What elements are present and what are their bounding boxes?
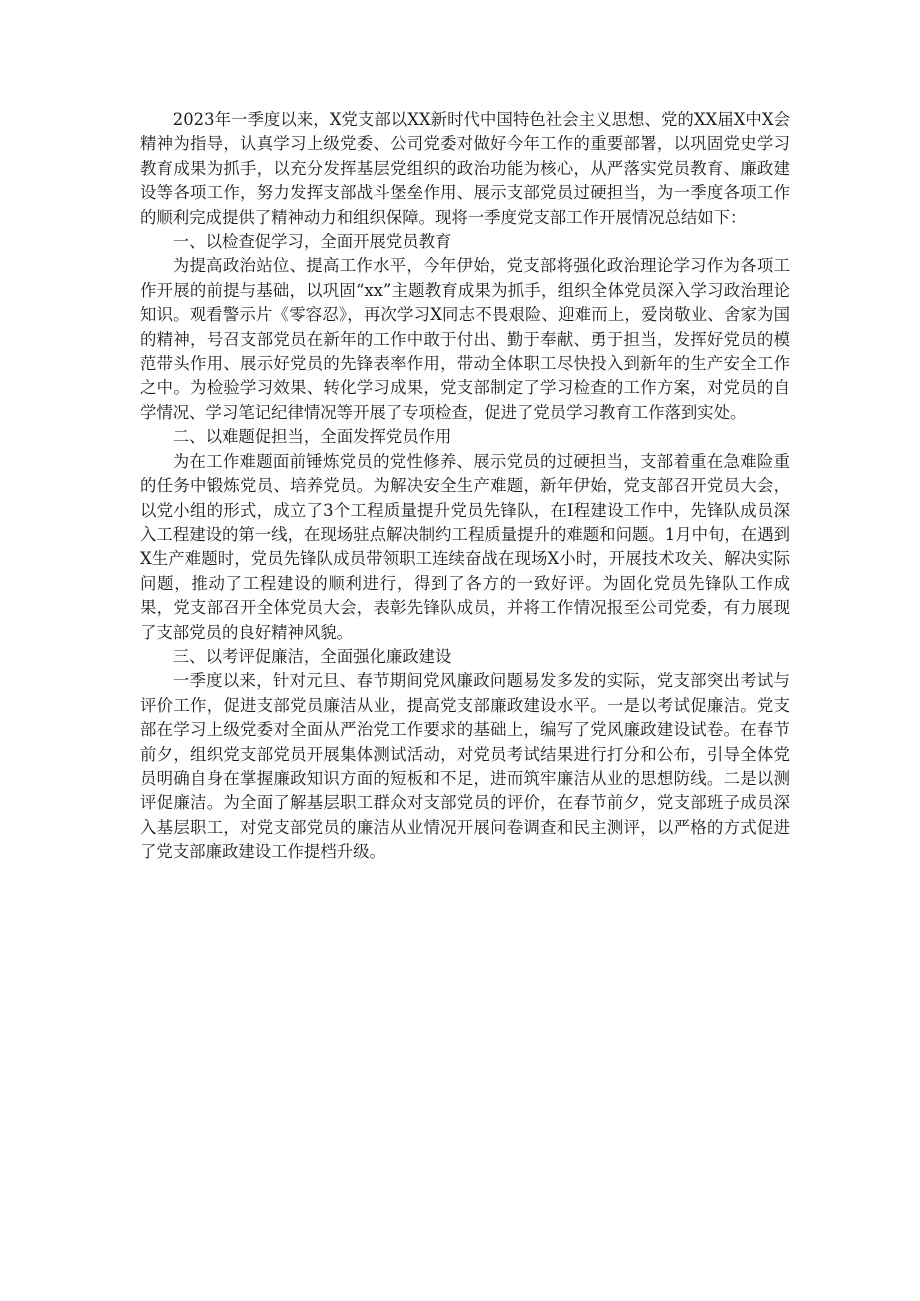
section-body-1: 为提高政治站位、提高工作水平，今年伊始，党支部将强化政治理论学习作为各项工作开展的前提与基础，以巩固“xx”主题教育成果为抓手，组织全体党员深入学习政治理论知识。观看警示片《零容忍》，再次学习X同志不畏艰险、迎难而上，爱岗敬业、舍家为国的精神，号召支部党员在新年的工作中敢于付出、勤于奉献、勇于担当，发挥好党员的模范带头作用、展示好党员的先锋表率作用，带动全体职工尽快投入到新年的生产安全工作之中。为检验学习效果、转化学习成果，党支部制定了学习检查的工作方案，对党员的自学情况、学习笔记纪律情况等开展了专项检查，促进了党员学习教育工作落到实处。 (140, 256, 790, 422)
intro-paragraph: 2023年一季度以来，X党支部以XX新时代中国特色社会主义思想、党的XX届X中X会精神为指导，认真学习上级党委、公司党委对做好今年工作的重要部署，以巩固党史学习教育成果为抓手，以充分发挥基层党组织的政治功能为核心，从严落实党员教育、廉政建设等各项工作，努力发挥支部战斗堡垒作用、展示支部党员过硬担当，为一季度各项工作的顺利完成提供了精神动力和组织保障。现将一季度党支部工作开展情况总结如下： (140, 110, 790, 227)
section-body-3: 一季度以来，针对元旦、春节期间党风廉政问题易发多发的实际，党支部突出考试与评价工作，促进支部党员廉洁从业，提高党支部廉政建设水平。一是以考试促廉洁。党支部在学习上级党委对全面从严治党工作要求的基础上，编写了党风廉政建设试卷。在春节前夕，组织党支部党员开展集体测试活动，对党员考试结果进行打分和公布，引导全体党员明确自身在掌握廉政知识方面的短板和不足，进而筑牢廉洁从业的思想防线。二是以测评促廉洁。为全面了解基层职工群众对支部党员的评价，在春节前夕，党支部班子成员深入基层职工，对党支部党员的廉洁从业情况开展问卷调查和民主测评，以严格的方式促进了党支部廉政建设工作提档升级。 (140, 671, 790, 862)
section-heading-1: 一、以检查促学习，全面开展党员教育 (172, 232, 452, 252)
document-body (140, 108, 790, 865)
section-heading-3: 三、以考评促廉洁，全面强化廉政建设 (172, 646, 452, 666)
section-body-2: 为在工作难题面前锤炼党员的党性修养、展示党员的过硬担当，支部着重在急难险重的任务中锻炼党员、培养党员。为解决安全生产难题，新年伊始，党支部召开党员大会，以党小组的形式，成立了3个工程质量提升党员先锋队，在I程建设工作中，先锋队成员深入工程建设的第一线，在现场驻点解决制约工程质量提升的难题和问题。1月中旬，在遇到X生产难题时，党员先锋队成员带领职工连续奋战在现场X小时，开展技术攻关、解决实际问题，推动了工程建设的顺利进行，得到了各方的一致好评。为固化党员先锋队工作成果，党支部召开全体党员大会，表彰先锋队成员，并将工作情况报至公司党委，有力展现了支部党员的良好精神风貌。 (140, 451, 790, 642)
section-heading-2: 二、以难题促担当，全面发挥党员作用 (172, 427, 452, 447)
